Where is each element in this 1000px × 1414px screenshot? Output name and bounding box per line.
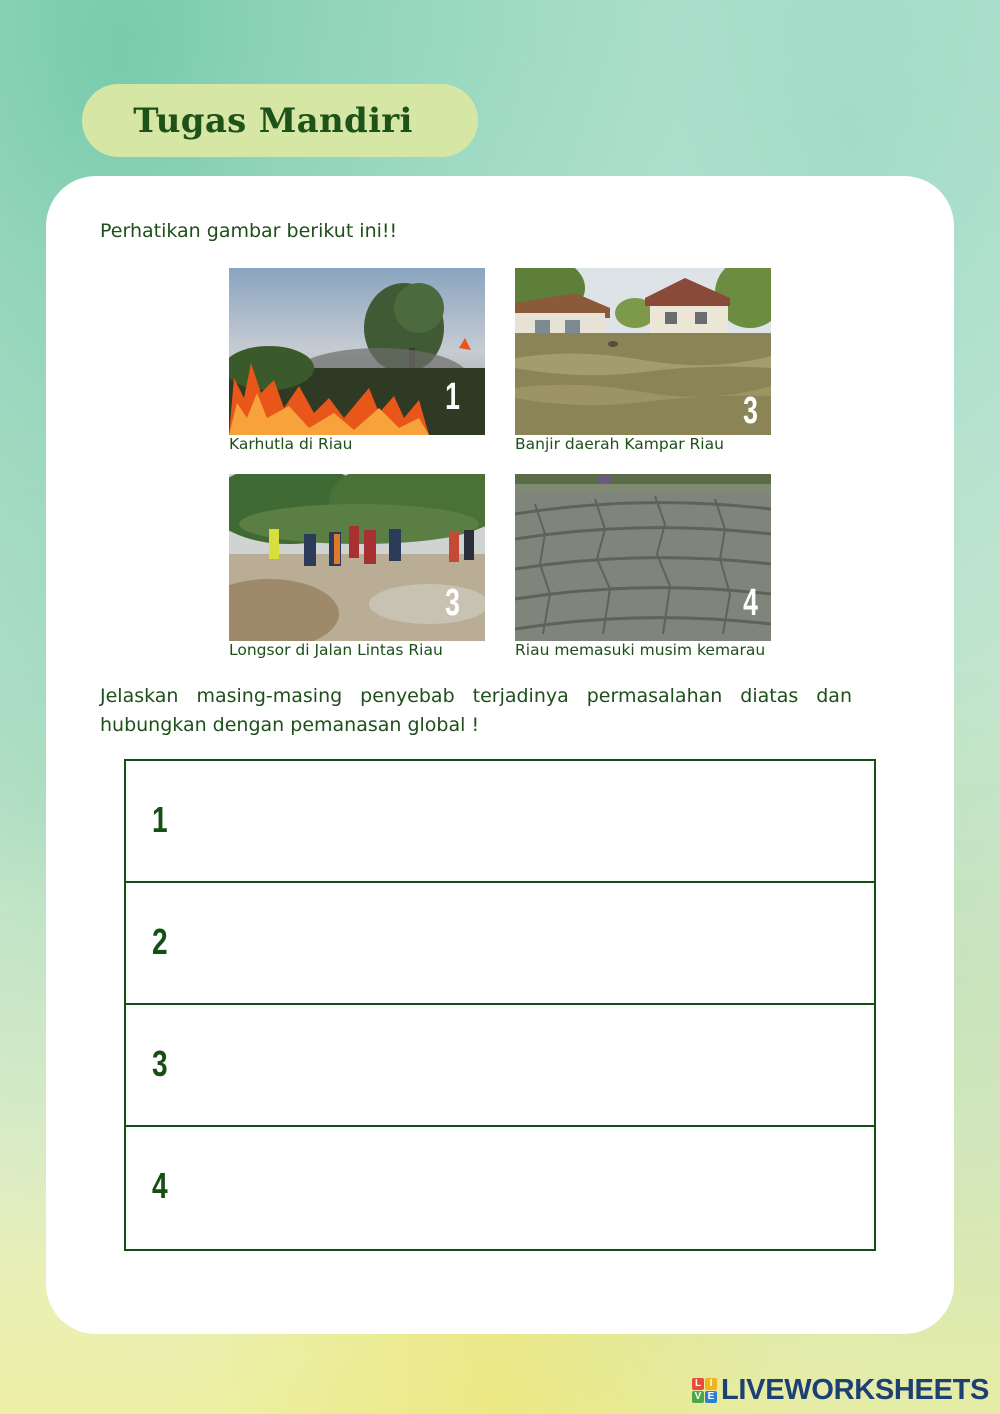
answer-input-4[interactable] (196, 1145, 862, 1231)
photo-number: 3 (445, 582, 460, 624)
title-banner (82, 84, 478, 157)
answer-number: 1 (152, 799, 168, 840)
wildfire-photo (229, 268, 485, 435)
liveworksheets-logo[interactable] (692, 1372, 989, 1408)
flood-photo (515, 268, 771, 435)
answer-row (126, 1127, 874, 1249)
answer-table (124, 759, 876, 1251)
photo-number: 3 (743, 390, 758, 432)
answer-row (126, 883, 874, 1005)
drought-photo (515, 474, 771, 641)
answer-number: 2 (152, 921, 168, 962)
photo-caption: Karhutla di Riau (229, 435, 353, 453)
photo-number: 4 (743, 582, 758, 624)
answer-input-1[interactable] (196, 779, 862, 863)
photo-caption: Riau memasuki musim kemarau (515, 641, 766, 659)
answer-number: 4 (152, 1165, 168, 1206)
brand-name: LIVEWORKSHEETS (721, 1373, 990, 1406)
intro-text: Perhatikan gambar berikut ini!! (100, 220, 398, 242)
photo-caption: Banjir daerah Kampar Riau (515, 435, 724, 453)
answer-row (126, 761, 874, 883)
question-text: Jelaskan masing-masing penyebab terjadinya permasalahan diatas dan hubungkan dengan pemanasan global ! (100, 685, 852, 736)
photo-caption: Longsor di Jalan Lintas Riau (229, 641, 443, 659)
photo-number: 1 (445, 376, 460, 418)
page-title: Tugas Mandiri (133, 100, 413, 141)
answer-number: 3 (152, 1043, 168, 1084)
liveworksheets-mark-icon: L I V E (692, 1378, 717, 1403)
answer-input-2[interactable] (196, 901, 862, 985)
answer-input-3[interactable] (196, 1023, 862, 1107)
landslide-photo (229, 474, 485, 641)
answer-row (126, 1005, 874, 1127)
